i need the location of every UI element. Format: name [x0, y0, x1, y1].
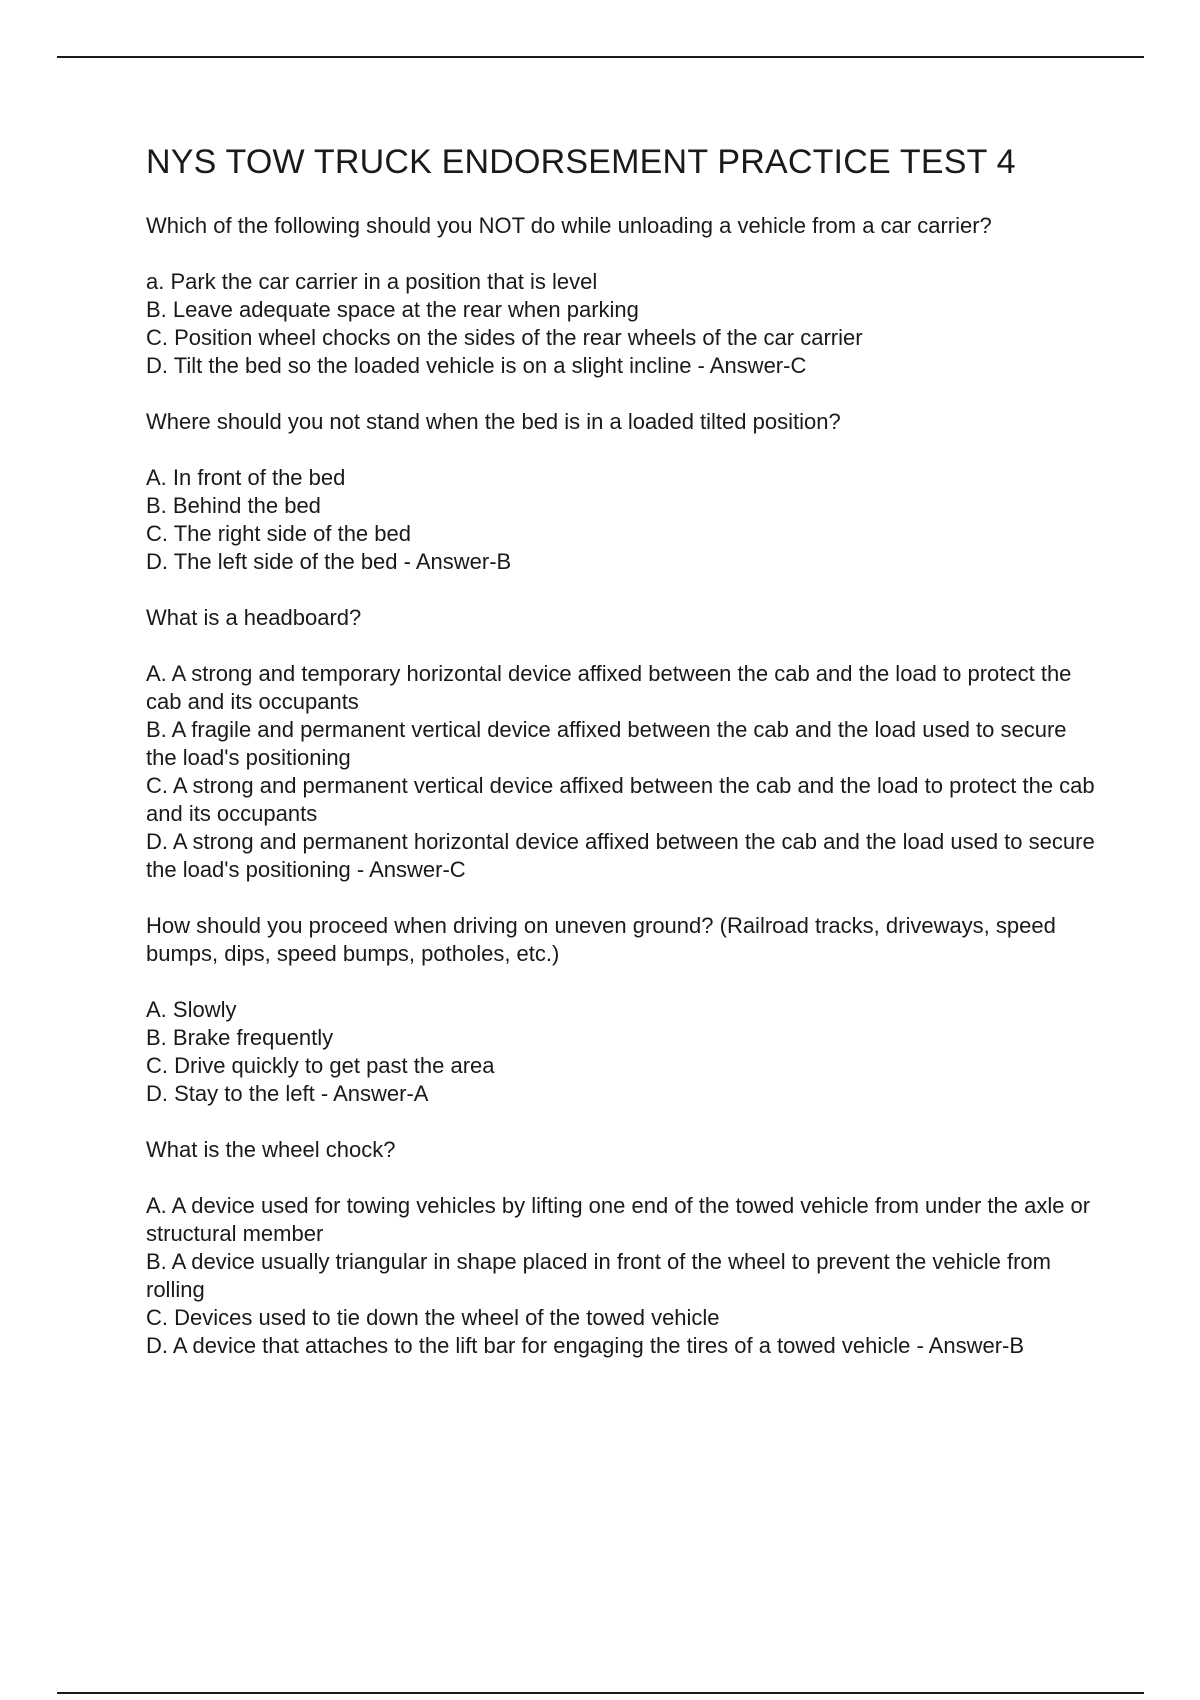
- answer-option: B. Behind the bed: [146, 493, 321, 518]
- question-block-1: [146, 212, 1096, 380]
- answer-option: D. The left side of the bed - Answer-B: [146, 549, 512, 574]
- question-block-3: [146, 604, 1096, 884]
- answer-option: C. A strong and permanent vertical device affixed between the cab and the load to protect the cab and its occupants: [146, 773, 1095, 826]
- answer-option: D. A device that attaches to the lift bar for engaging the tires of a towed vehicle - Answer-B: [146, 1333, 1025, 1358]
- answer-option: D. A strong and permanent horizontal device affixed between the cab and the load used to secure the load's positioning - Answer-C: [146, 829, 1095, 882]
- bottom-divider: [57, 1692, 1144, 1694]
- document-body: [146, 140, 1096, 1388]
- answer-option: C. Position wheel chocks on the sides of the rear wheels of the car carrier: [146, 325, 863, 350]
- question-block-4: [146, 912, 1096, 1108]
- answer-option: B. Leave adequate space at the rear when parking: [146, 297, 639, 322]
- question-text: What is a headboard?: [146, 605, 362, 630]
- top-divider: [57, 56, 1144, 58]
- answer-option: D. Tilt the bed so the loaded vehicle is on a slight incline - Answer-C: [146, 353, 807, 378]
- answer-option: A. Slowly: [146, 997, 237, 1022]
- question-text: What is the wheel chock?: [146, 1137, 396, 1162]
- answer-option: C. Devices used to tie down the wheel of the towed vehicle: [146, 1305, 720, 1330]
- question-block-2: [146, 408, 1096, 576]
- answer-option: D. Stay to the left - Answer-A: [146, 1081, 429, 1106]
- answer-option: C. The right side of the bed: [146, 521, 411, 546]
- question-text: Which of the following should you NOT do while unloading a vehicle from a car carrier?: [146, 213, 992, 238]
- answer-option: A. A strong and temporary horizontal device affixed between the cab and the load to protect the cab and its occupants: [146, 661, 1072, 714]
- question-block-5: [146, 1136, 1096, 1360]
- question-text: Where should you not stand when the bed is in a loaded tilted position?: [146, 409, 841, 434]
- question-text: How should you proceed when driving on uneven ground? (Railroad tracks, driveways, speed bumps, dips, speed bumps, potholes, etc.): [146, 913, 1056, 966]
- answer-option: C. Drive quickly to get past the area: [146, 1053, 495, 1078]
- answer-option: B. A fragile and permanent vertical device affixed between the cab and the load used to secure the load's positioning: [146, 717, 1067, 770]
- answer-option: A. In front of the bed: [146, 465, 346, 490]
- page-title: NYS TOW TRUCK ENDORSEMENT PRACTICE TEST 4: [146, 143, 1016, 181]
- answer-option: B. A device usually triangular in shape placed in front of the wheel to prevent the vehicle from rolling: [146, 1249, 1051, 1302]
- answer-option: B. Brake frequently: [146, 1025, 334, 1050]
- answer-option: a. Park the car carrier in a position that is level: [146, 269, 598, 294]
- answer-option: A. A device used for towing vehicles by lifting one end of the towed vehicle from under the axle or structural member: [146, 1193, 1091, 1246]
